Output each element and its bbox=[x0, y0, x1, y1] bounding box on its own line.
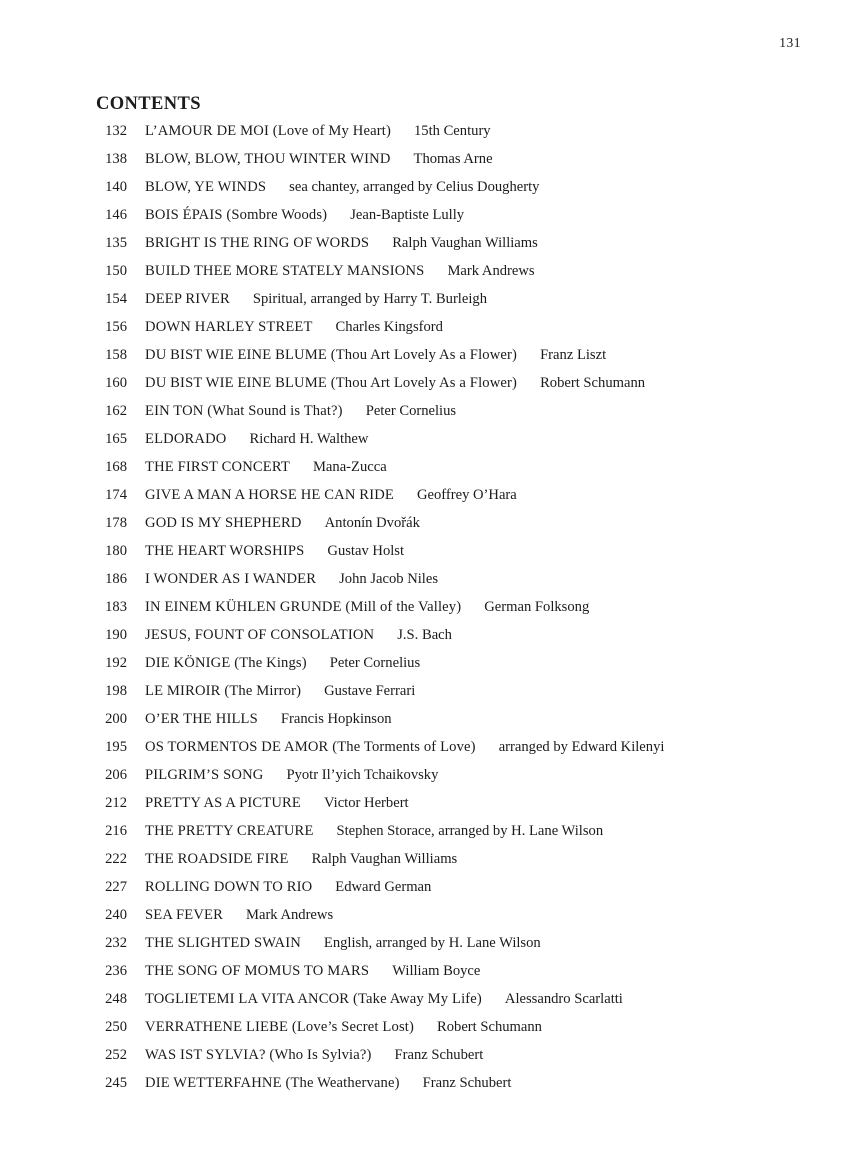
toc-entry bbox=[0, 537, 864, 565]
toc-entry-page-number: 206 bbox=[105, 767, 127, 783]
toc-entry-title: ELDORADO bbox=[145, 431, 227, 447]
toc-entry-title: PRETTY AS A PICTURE bbox=[145, 795, 301, 811]
toc-entry-page-number: 174 bbox=[105, 487, 127, 503]
toc-entry-credit: Stephen Storace, arranged by H. Lane Wilson bbox=[336, 823, 604, 839]
toc-entry-page-number: 186 bbox=[105, 571, 127, 587]
toc-entry-page-number: 190 bbox=[105, 627, 127, 643]
toc-entry-page-number: 165 bbox=[105, 431, 127, 447]
toc-entry bbox=[0, 397, 864, 425]
toc-entry-credit: Richard H. Walthew bbox=[249, 431, 369, 447]
toc-entry-page-number: 132 bbox=[105, 123, 127, 139]
toc-entry-credit: Robert Schumann bbox=[540, 375, 646, 391]
toc-entry-credit: Franz Schubert bbox=[422, 1075, 512, 1091]
toc-entry-page-number: 232 bbox=[105, 935, 127, 951]
toc-entry-page-number: 245 bbox=[105, 1075, 127, 1091]
toc-entry-credit: Gustave Ferrari bbox=[324, 683, 416, 699]
toc-entry-credit: Geoffrey O’Hara bbox=[416, 487, 517, 503]
toc-entry-page-number: 236 bbox=[105, 963, 127, 979]
toc-entry-page-number: 156 bbox=[105, 319, 127, 335]
toc-entry bbox=[0, 677, 864, 705]
toc-entry-title: DIE WETTERFAHNE (The Weathervane) bbox=[145, 1075, 400, 1091]
toc-entry-title: THE HEART WORSHIPS bbox=[145, 543, 305, 559]
toc-entry-title: OS TORMENTOS DE AMOR (The Torments of Love) bbox=[145, 739, 476, 755]
toc-entry bbox=[0, 761, 864, 789]
toc-entry bbox=[0, 705, 864, 733]
toc-entry-title: BLOW, YE WINDS bbox=[145, 179, 267, 195]
toc-entry-title: DU BIST WIE EINE BLUME (Thou Art Lovely As a Flower) bbox=[145, 347, 518, 363]
toc-entry bbox=[0, 313, 864, 341]
toc-entry-title: DIE KÖNIGE (The Kings) bbox=[145, 655, 307, 671]
toc-entry-credit: Francis Hopkinson bbox=[280, 711, 392, 727]
toc-entry bbox=[0, 509, 864, 537]
toc-entry bbox=[0, 957, 864, 985]
toc-entry-title: BUILD THEE MORE STATELY MANSIONS bbox=[145, 263, 425, 279]
toc-entry bbox=[0, 873, 864, 901]
toc-entry-credit: John Jacob Niles bbox=[339, 571, 439, 587]
toc-entry-title: DU BIST WIE EINE BLUME (Thou Art Lovely As a Flower) bbox=[145, 375, 518, 391]
toc-entry bbox=[0, 369, 864, 397]
toc-entry-credit: Pyotr Il’yich Tchaikovsky bbox=[286, 767, 439, 783]
toc-entry-page-number: 240 bbox=[105, 907, 127, 923]
toc-entry-page-number: 178 bbox=[105, 515, 127, 531]
toc-entry-credit: J.S. Bach bbox=[397, 627, 452, 643]
toc-entry-page-number: 150 bbox=[105, 263, 127, 279]
toc-entry-title: BLOW, BLOW, THOU WINTER WIND bbox=[145, 151, 391, 167]
toc-entry-credit: arranged by Edward Kilenyi bbox=[498, 739, 665, 755]
toc-entry-credit: Robert Schumann bbox=[437, 1019, 542, 1035]
toc-entry-page-number: 192 bbox=[105, 655, 127, 671]
toc-entry-credit: German Folksong bbox=[484, 599, 590, 615]
toc-entry-title: THE PRETTY CREATURE bbox=[145, 823, 314, 839]
toc-entry-credit: Mark Andrews bbox=[447, 263, 535, 279]
toc-entry-page-number: 158 bbox=[105, 347, 127, 363]
toc-entry-credit: Antonín Dvořák bbox=[324, 515, 420, 531]
toc-entry-title: TOGLIETEMI LA VITA ANCOR (Take Away My Life) bbox=[145, 991, 482, 1007]
contents-heading: CONTENTS bbox=[96, 94, 201, 115]
toc-entry-credit: Jean-Baptiste Lully bbox=[350, 207, 465, 223]
toc-entry-title: O’ER THE HILLS bbox=[145, 711, 258, 727]
toc-entry-page-number: 183 bbox=[105, 599, 127, 615]
toc-entry bbox=[0, 1013, 864, 1041]
toc-entry-title: WAS IST SYLVIA? (Who Is Sylvia?) bbox=[145, 1047, 372, 1063]
toc-entry bbox=[0, 201, 864, 229]
toc-entry-credit: Franz Liszt bbox=[540, 347, 607, 363]
toc-entry bbox=[0, 117, 864, 145]
toc-entry bbox=[0, 145, 864, 173]
toc-entry-credit: Alessandro Scarlatti bbox=[504, 991, 623, 1007]
toc-entry-title: EIN TON (What Sound is That?) bbox=[145, 403, 343, 419]
toc-entry-title: PILGRIM’S SONG bbox=[145, 767, 264, 783]
toc-entry-page-number: 140 bbox=[105, 179, 127, 195]
toc-entry bbox=[0, 929, 864, 957]
toc-entry-page-number: 195 bbox=[105, 739, 127, 755]
toc-entry-page-number: 248 bbox=[105, 991, 127, 1007]
toc-entry bbox=[0, 565, 864, 593]
toc-entry-title: ROLLING DOWN TO RIO bbox=[145, 879, 313, 895]
toc-entry-credit: Franz Schubert bbox=[394, 1047, 484, 1063]
toc-entry-page-number: 198 bbox=[105, 683, 127, 699]
toc-entry bbox=[0, 845, 864, 873]
toc-entry bbox=[0, 901, 864, 929]
toc-entry-title: GIVE A MAN A HORSE HE CAN RIDE bbox=[145, 487, 394, 503]
toc-entry bbox=[0, 789, 864, 817]
toc-entry-credit: Charles Kingsford bbox=[335, 319, 443, 335]
toc-entry-credit: English, arranged by H. Lane Wilson bbox=[323, 935, 541, 951]
toc-entry-title: JESUS, FOUNT OF CONSOLATION bbox=[145, 627, 375, 643]
toc-entry-credit: Ralph Vaughan Williams bbox=[392, 235, 538, 251]
toc-entry-page-number: 154 bbox=[105, 291, 127, 307]
toc-entry-title: THE ROADSIDE FIRE bbox=[145, 851, 289, 867]
toc-entry bbox=[0, 341, 864, 369]
toc-entry bbox=[0, 593, 864, 621]
toc-entry-page-number: 180 bbox=[105, 543, 127, 559]
toc-entry-credit: Mana-Zucca bbox=[312, 459, 387, 475]
toc-entry bbox=[0, 453, 864, 481]
toc-entry bbox=[0, 481, 864, 509]
toc-entry-credit: Ralph Vaughan Williams bbox=[311, 851, 458, 867]
toc-entry bbox=[0, 285, 864, 313]
toc-entry-credit: sea chantey, arranged by Celius Dougherty bbox=[289, 179, 540, 195]
toc-entry-credit: Peter Cornelius bbox=[329, 655, 421, 671]
toc-entry bbox=[0, 173, 864, 201]
toc-entry-credit: Thomas Arne bbox=[413, 151, 493, 167]
toc-entry-title: THE SLIGHTED SWAIN bbox=[145, 935, 301, 951]
toc-entry-title: SEA FEVER bbox=[145, 907, 223, 923]
toc-entry bbox=[0, 1069, 864, 1097]
toc-entry-page-number: 216 bbox=[105, 823, 127, 839]
toc-entry bbox=[0, 257, 864, 285]
toc-entry-title: GOD IS MY SHEPHERD bbox=[145, 515, 302, 531]
toc-entry bbox=[0, 425, 864, 453]
toc-entry bbox=[0, 229, 864, 257]
toc-entry-page-number: 135 bbox=[105, 235, 127, 251]
toc-entry-page-number: 200 bbox=[105, 711, 127, 727]
toc-entry-title: THE FIRST CONCERT bbox=[145, 459, 290, 475]
toc-entry bbox=[0, 733, 864, 761]
toc-entry-credit: Spiritual, arranged by Harry T. Burleigh bbox=[252, 291, 487, 307]
toc-entry-credit: 15th Century bbox=[413, 123, 491, 139]
toc-entry-title: L’AMOUR DE MOI (Love of My Heart) bbox=[145, 123, 391, 139]
toc-entry-page-number: 227 bbox=[105, 879, 127, 895]
table-of-contents bbox=[0, 117, 864, 1097]
toc-entry-page-number: 252 bbox=[105, 1047, 127, 1063]
toc-entry-credit: Edward German bbox=[335, 879, 432, 895]
toc-entry-page-number: 162 bbox=[105, 403, 127, 419]
toc-entry-credit: Victor Herbert bbox=[323, 795, 409, 811]
toc-entry-credit: Peter Cornelius bbox=[365, 403, 457, 419]
toc-entry-title: THE SONG OF MOMUS TO MARS bbox=[145, 963, 370, 979]
toc-entry-title: IN EINEM KÜHLEN GRUNDE (Mill of the Valley) bbox=[145, 599, 462, 615]
toc-entry-page-number: 146 bbox=[105, 207, 127, 223]
toc-entry-page-number: 222 bbox=[105, 851, 127, 867]
toc-entry-page-number: 138 bbox=[105, 151, 127, 167]
toc-entry-title: DOWN HARLEY STREET bbox=[145, 319, 313, 335]
toc-entry bbox=[0, 621, 864, 649]
toc-entry-credit: Mark Andrews bbox=[245, 907, 334, 923]
toc-entry-page-number: 250 bbox=[105, 1019, 127, 1035]
toc-entry bbox=[0, 817, 864, 845]
toc-entry-page-number: 160 bbox=[105, 375, 127, 391]
toc-entry-title: VERRATHENE LIEBE (Love’s Secret Lost) bbox=[145, 1019, 414, 1035]
toc-entry-title: I WONDER AS I WANDER bbox=[145, 571, 317, 587]
toc-entry bbox=[0, 649, 864, 677]
toc-entry bbox=[0, 985, 864, 1013]
page-folio-number: 131 bbox=[779, 35, 801, 50]
toc-entry bbox=[0, 1041, 864, 1069]
toc-entry-credit: Gustav Holst bbox=[327, 543, 405, 559]
toc-entry-title: BRIGHT IS THE RING OF WORDS bbox=[145, 235, 370, 251]
toc-entry-title: DEEP RIVER bbox=[145, 291, 230, 307]
toc-entry-title: BOIS ÉPAIS (Sombre Woods) bbox=[145, 207, 328, 223]
toc-entry-title: LE MIROIR (The Mirror) bbox=[145, 683, 302, 699]
toc-entry-page-number: 168 bbox=[105, 459, 127, 475]
toc-entry-credit: William Boyce bbox=[392, 963, 481, 979]
toc-entry-page-number: 212 bbox=[105, 795, 127, 811]
